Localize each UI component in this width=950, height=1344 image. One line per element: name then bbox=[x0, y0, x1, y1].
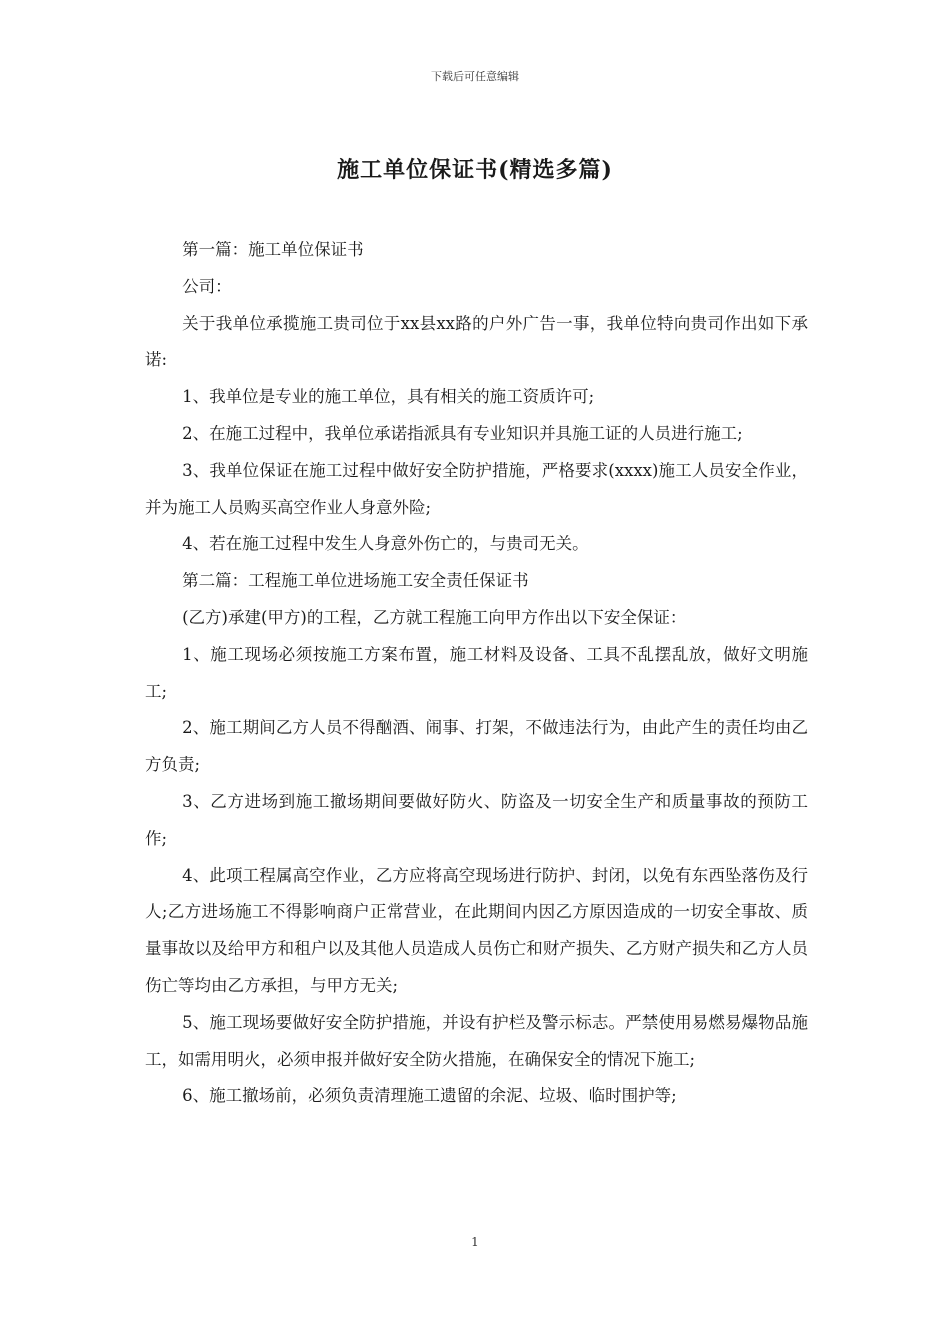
paragraph: 第一篇：施工单位保证书 bbox=[182, 240, 364, 259]
paragraph: 4、此项工程属高空作业，乙方应将高空现场进行防护、封闭，以免有东西坠落伤及行人;乙方进场施工不得影响商户正常营业，在此期间内因乙方原因造成的一切安全事故、质量事故以及给甲方和租户以及其他人员造成人员伤亡和财产损失、乙方财产损失和乙方人员伤亡等均由乙方承担，与甲方无关; bbox=[145, 865, 808, 995]
paragraph: 3、我单位保证在施工过程中做好安全防护措施，严格要求(xxxx)施工人员安全作业，并为施工人员购买高空作业人身意外险; bbox=[145, 460, 808, 517]
paragraph: 1、施工现场必须按施工方案布置，施工材料及设备、工具不乱摆乱放，做好文明施工; bbox=[145, 644, 808, 701]
paragraph: 2、施工期间乙方人员不得酗酒、闹事、打架，不做违法行为，由此产生的责任均由乙方负责; bbox=[145, 718, 808, 775]
header-note: 下载后可任意编辑 bbox=[431, 70, 519, 83]
paragraph: 关于我单位承揽施工贵司位于xx县xx路的户外广告一事，我单位特向贵司作出如下承诺: bbox=[145, 313, 808, 370]
paragraph: 2、在施工过程中，我单位承诺指派具有专业知识并具施工证的人员进行施工; bbox=[182, 423, 743, 443]
document-title: 施工单位保证书(精选多篇) bbox=[337, 157, 613, 183]
paragraph: 5、施工现场要做好安全防护措施，并设有护栏及警示标志。严禁使用易燃易爆物品施工，如需用明火，必须申报并做好安全防火措施，在确保安全的情况下施工; bbox=[145, 1012, 808, 1069]
paragraph: 公司： bbox=[182, 276, 232, 296]
page-number: 1 bbox=[471, 1235, 479, 1249]
paragraph: 1、我单位是专业的施工单位，具有相关的施工资质许可; bbox=[182, 387, 595, 407]
paragraph: 6、施工撤场前，必须负责清理施工遗留的余泥、垃圾、临时围护等; bbox=[182, 1086, 677, 1106]
paragraph: 第二篇：工程施工单位进场施工安全责任保证书 bbox=[182, 571, 529, 591]
paragraph: 4、若在施工过程中发生人身意外伤亡的，与贵司无关。 bbox=[182, 534, 589, 554]
paragraph: (乙方)承建(甲方)的工程，乙方就工程施工向甲方作出以下安全保证： bbox=[182, 607, 687, 627]
document-body bbox=[145, 232, 808, 1115]
paragraph: 3、乙方进场到施工撤场期间要做好防火、防盗及一切安全生产和质量事故的预防工作; bbox=[145, 791, 808, 848]
